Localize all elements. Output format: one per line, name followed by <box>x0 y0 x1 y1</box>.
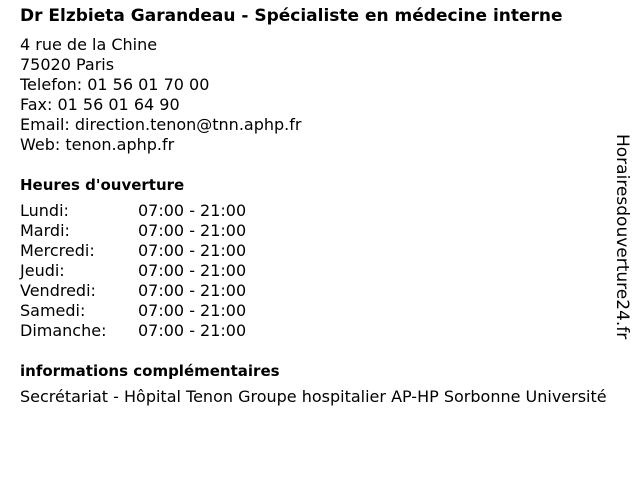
time-value: 07:00 - 21:00 <box>138 281 247 300</box>
day-label: Mercredi: <box>20 241 95 260</box>
day-label: Jeudi: <box>20 261 65 280</box>
listing-card <box>20 6 632 407</box>
time-value: 07:00 - 21:00 <box>138 321 247 340</box>
time-value: 07:00 - 21:00 <box>138 221 247 240</box>
time-value: 07:00 - 21:00 <box>138 241 247 260</box>
info-heading: informations complémentaires <box>20 362 280 380</box>
hours-row-wednesday <box>20 241 632 261</box>
day-label: Mardi: <box>20 221 70 240</box>
time-value: 07:00 - 21:00 <box>138 201 247 220</box>
fax-line: Fax: 01 56 01 64 90 <box>20 95 180 114</box>
hours-row-tuesday <box>20 221 632 241</box>
hours-row-monday <box>20 201 632 221</box>
hours-row-friday <box>20 281 632 301</box>
day-label: Dimanche: <box>20 321 107 340</box>
info-text: Secrétariat - Hôpital Tenon Groupe hospitalier AP-HP Sorbonne Université <box>20 387 607 406</box>
site-watermark: Horairesdouverture24.fr <box>612 134 632 340</box>
hours-row-thursday <box>20 261 632 281</box>
phone-line: Telefon: 01 56 01 70 00 <box>20 75 210 94</box>
day-label: Vendredi: <box>20 281 96 300</box>
day-label: Samedi: <box>20 301 86 320</box>
hours-heading: Heures d'ouverture <box>20 176 185 194</box>
day-label: Lundi: <box>20 201 69 220</box>
email-line: Email: direction.tenon@tnn.aphp.fr <box>20 115 302 134</box>
hours-table <box>20 201 632 341</box>
address-block <box>20 35 632 155</box>
time-value: 07:00 - 21:00 <box>138 261 247 280</box>
hours-row-saturday <box>20 301 632 321</box>
city-line: 75020 Paris <box>20 55 115 74</box>
street-line: 4 rue de la Chine <box>20 35 158 54</box>
hours-row-sunday <box>20 321 632 341</box>
time-value: 07:00 - 21:00 <box>138 301 247 320</box>
web-line: Web: tenon.aphp.fr <box>20 135 175 154</box>
page-title: Dr Elzbieta Garandeau - Spécialiste en médecine interne <box>20 6 563 26</box>
